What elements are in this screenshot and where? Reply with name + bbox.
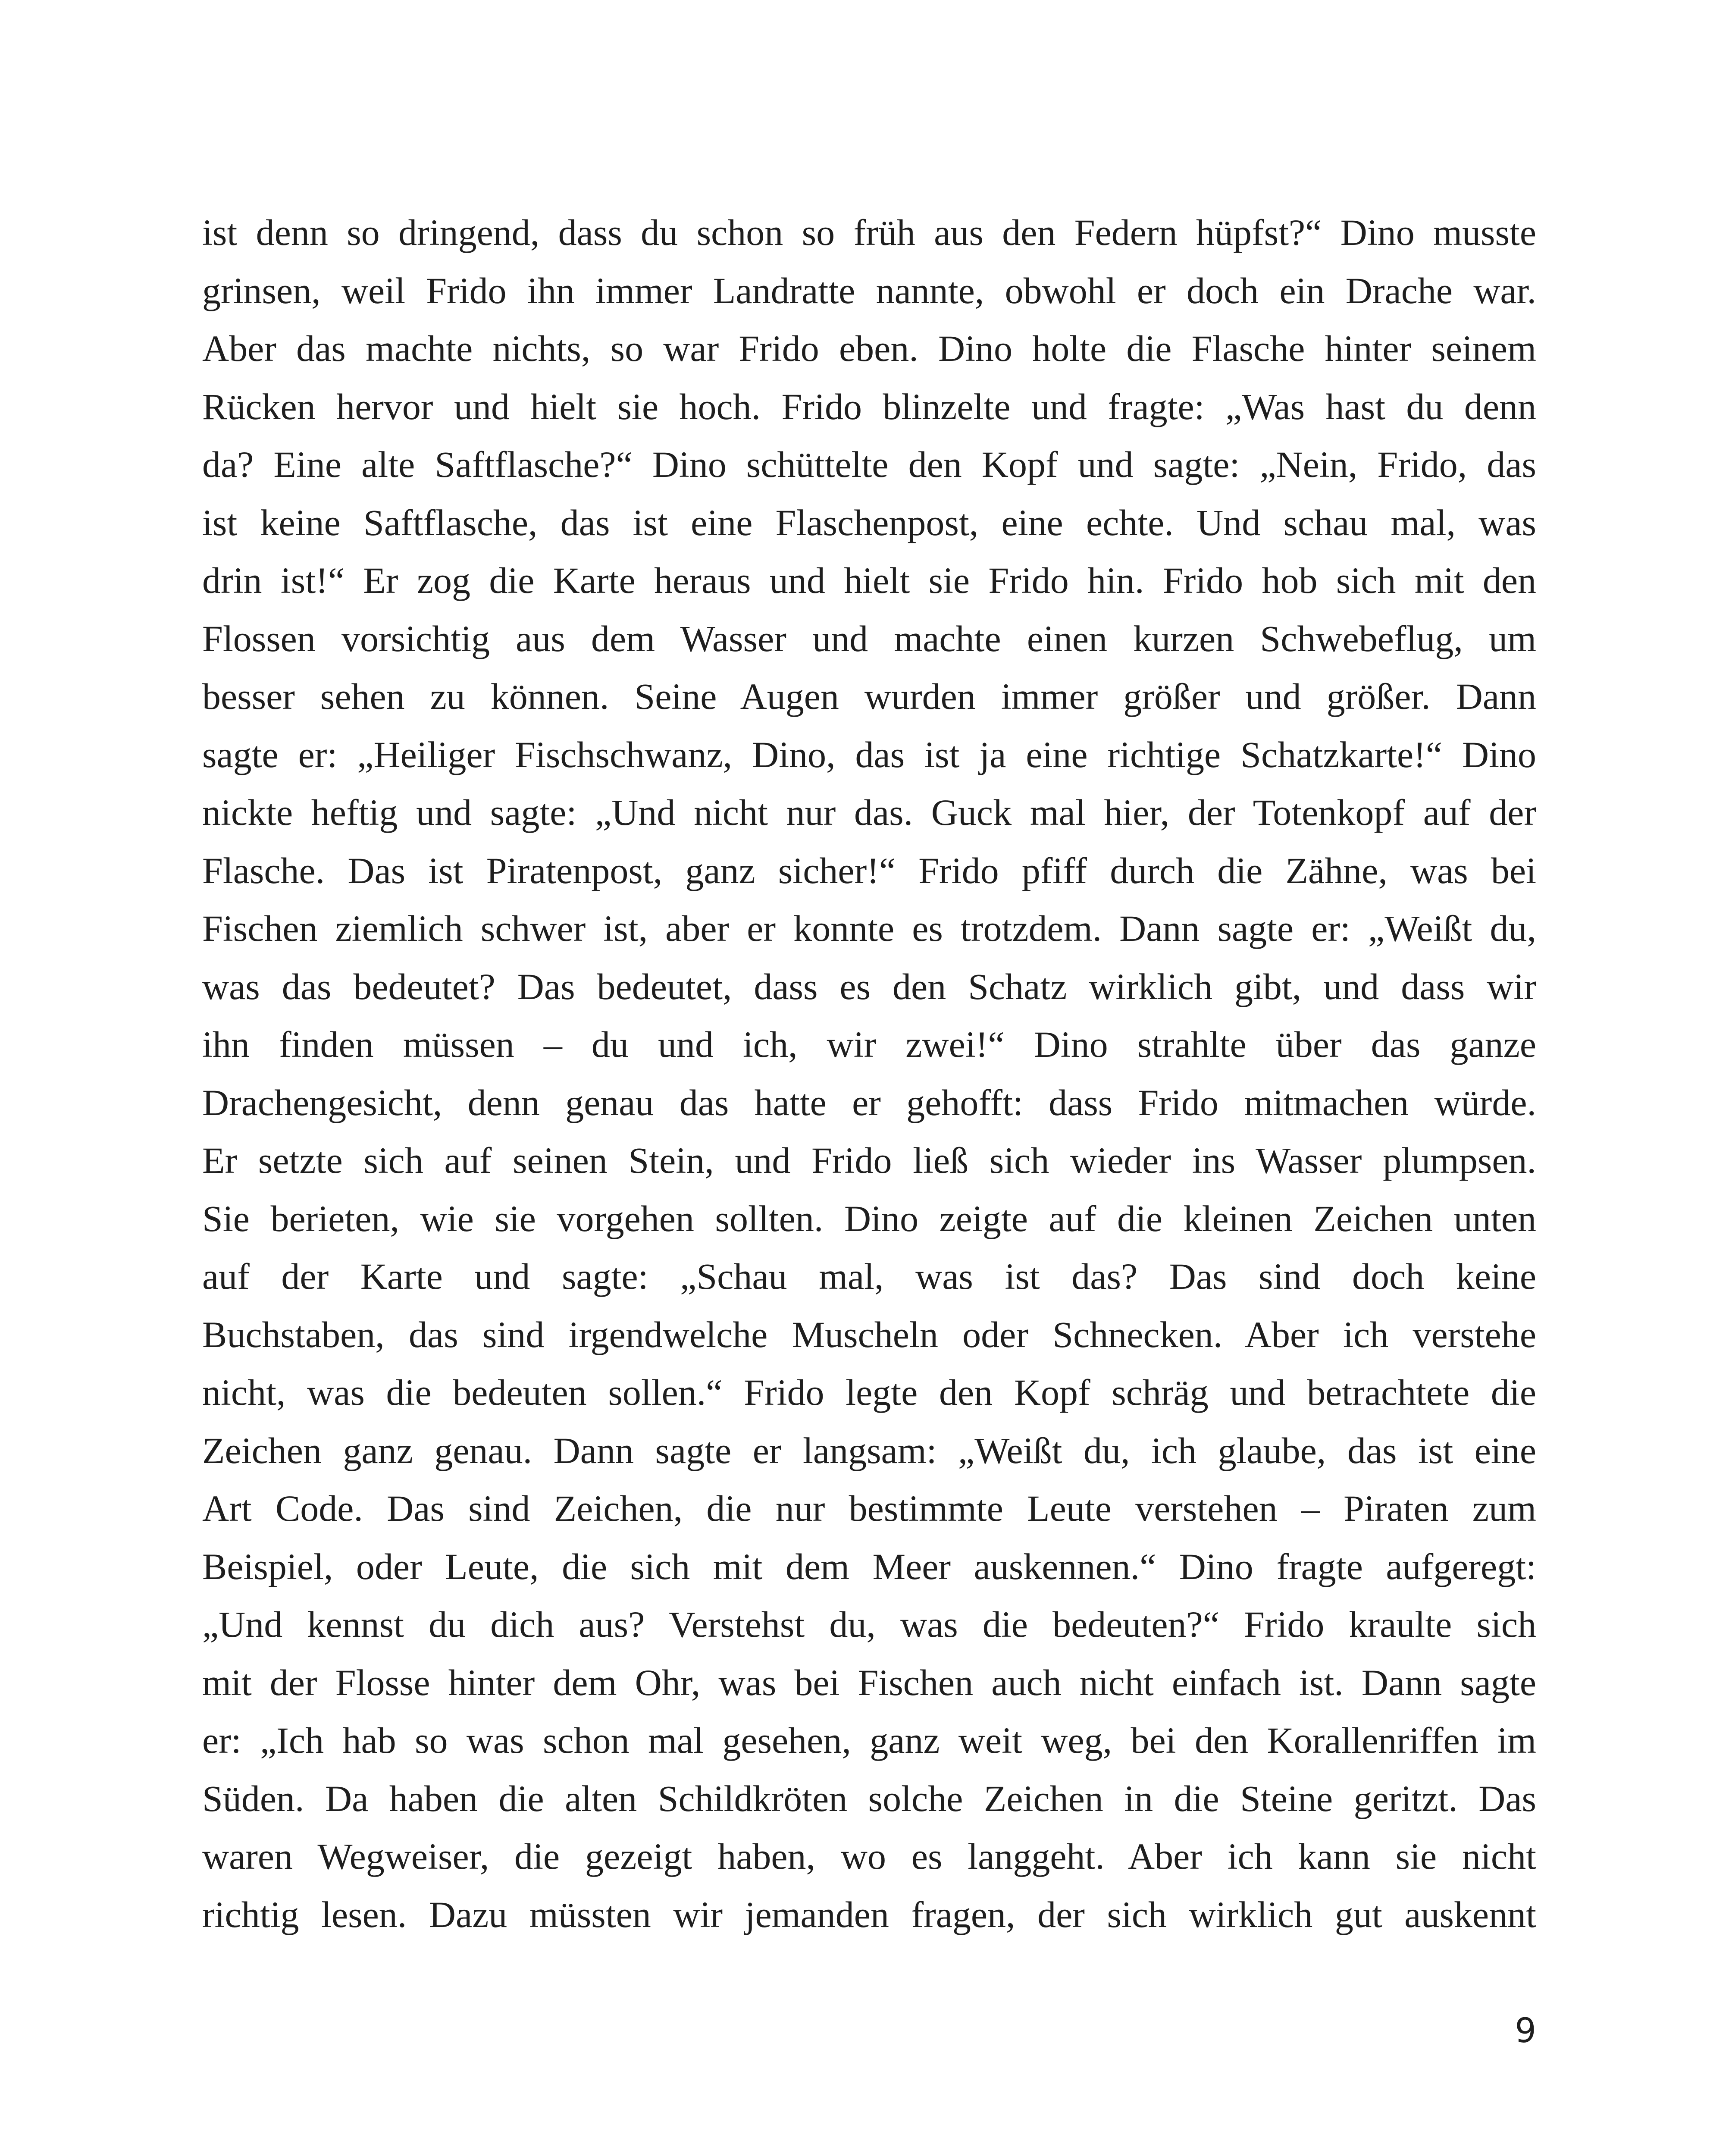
text-line: grinsen, weil Frido ihn immer Landratte nannte, obwohl er doch ein Drache war. — [202, 270, 1536, 311]
text-line: Er setzte sich auf seinen Stein, und Frido ließ sich wieder ins Wasser plumpsen. — [202, 1140, 1536, 1181]
text-line: Art Code. Das sind Zeichen, die nur bestimmte Leute verstehen – Piraten zum — [202, 1488, 1536, 1529]
text-line: ist denn so dringend, dass du schon so früh aus den Federn hüpfst?“ Dino musste — [202, 212, 1536, 253]
text-line: Flasche. Das ist Piratenpost, ganz sicher!“ Frido pfiff durch die Zähne, was bei — [202, 849, 1536, 891]
text-line: mit der Flosse hinter dem Ohr, was bei Fischen auch nicht einfach ist. Dann sagte — [202, 1661, 1536, 1703]
text-line: „Und kennst du dich aus? Verstehst du, was die bedeuten?“ Frido kraulte sich — [202, 1604, 1536, 1645]
text-line: Drachengesicht, denn genau das hatte er gehofft: dass Frido mitmachen würde. — [202, 1081, 1536, 1123]
text-line: Buchstaben, das sind irgendwelche Muscheln oder Schnecken. Aber ich verstehe — [202, 1313, 1536, 1355]
text-line: ist keine Saftflasche, das ist eine Flaschenpost, eine echte. Und schau mal, was — [202, 501, 1536, 543]
text-line: Sie berieten, wie sie vorgehen sollten. Dino zeigte auf die kleinen Zeichen unten — [202, 1197, 1536, 1239]
text-line: besser sehen zu können. Seine Augen wurden immer größer und größer. Dann — [202, 676, 1536, 717]
text-line: Beispiel, oder Leute, die sich mit dem Meer auskennen.“ Dino fragte aufgeregt: — [202, 1545, 1536, 1587]
text-line: nicht, was die bedeuten sollen.“ Frido legte den Kopf schräg und betrachtete die — [202, 1372, 1536, 1413]
text-line: er: „Ich hab so was schon mal gesehen, ganz weit weg, bei den Korallenriffen im — [202, 1720, 1536, 1761]
text-line: Fischen ziemlich schwer ist, aber er konnte es trotzdem. Dann sagte er: „Weißt du, — [202, 908, 1536, 949]
text-line: waren Wegweiser, die gezeigt haben, wo es langgeht. Aber ich kann sie nicht — [202, 1836, 1536, 1877]
text-line: Flossen vorsichtig aus dem Wasser und machte einen kurzen Schwebeflug, um — [202, 617, 1536, 659]
text-line: da? Eine alte Saftflasche?“ Dino schüttelte den Kopf und sagte: „Nein, Frido, das — [202, 444, 1536, 485]
text-line: drin ist!“ Er zog die Karte heraus und hielt sie Frido hin. Frido hob sich mit den — [202, 560, 1536, 601]
page-number: 9 — [1515, 2012, 1536, 2050]
text-line: Rücken hervor und hielt sie hoch. Frido blinzelte und fragte: „Was hast du denn — [202, 385, 1536, 427]
text-line: nickte heftig und sagte: „Und nicht nur das. Guck mal hier, der Totenkopf auf der — [202, 792, 1536, 833]
text-line: Aber das machte nichts, so war Frido eben. Dino holte die Flasche hinter seinem — [202, 328, 1536, 369]
text-line: Süden. Da haben die alten Schildkröten solche Zeichen in die Steine geritzt. Das — [202, 1777, 1536, 1819]
text-line: richtig lesen. Dazu müssten wir jemanden fragen, der sich wirklich gut auskennt — [202, 1893, 1536, 1935]
body-text — [202, 204, 1536, 1943]
text-line: Zeichen ganz genau. Dann sagte er langsam: „Weißt du, ich glaube, das ist eine — [202, 1429, 1536, 1471]
text-line: was das bedeutet? Das bedeutet, dass es den Schatz wirklich gibt, und dass wir — [202, 965, 1536, 1007]
text-line: auf der Karte und sagte: „Schau mal, was ist das? Das sind doch keine — [202, 1256, 1536, 1297]
text-line: ihn finden müssen – du und ich, wir zwei!“ Dino strahlte über das ganze — [202, 1024, 1536, 1065]
text-line: sagte er: „Heiliger Fischschwanz, Dino, das ist ja eine richtige Schatzkarte!“ Dino — [202, 733, 1536, 775]
